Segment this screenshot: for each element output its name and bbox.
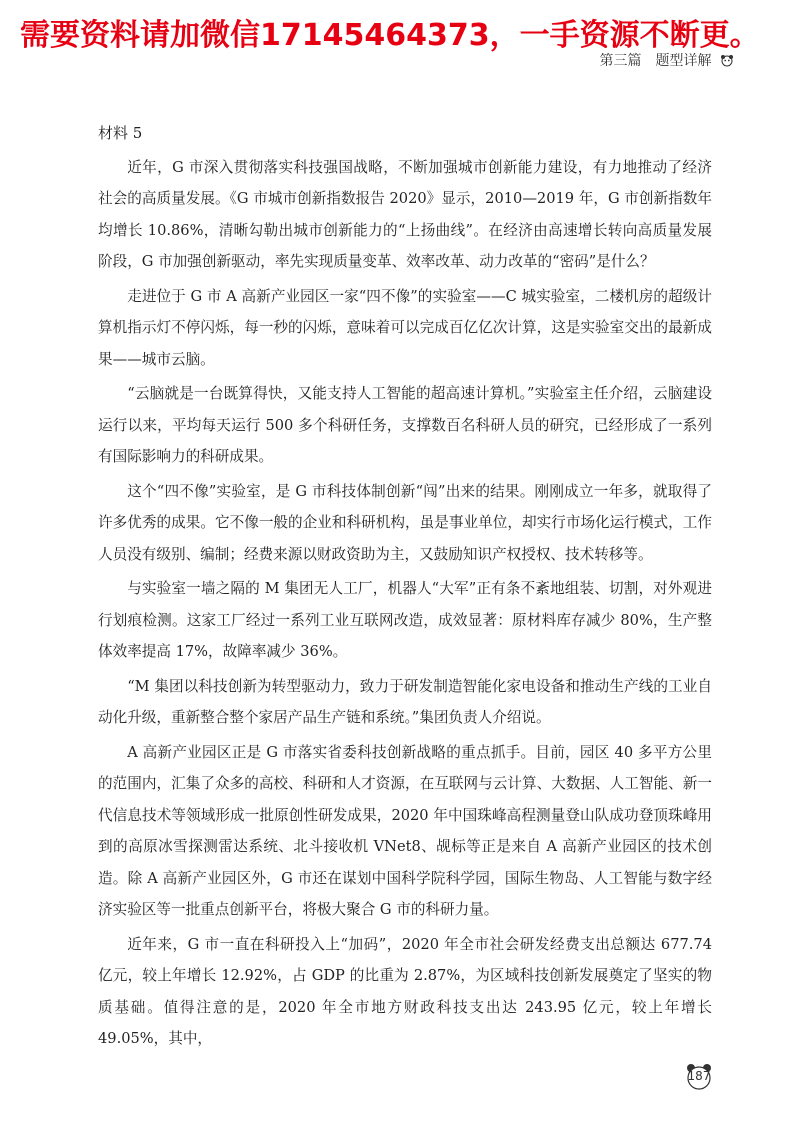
paragraph: “M 集团以科技创新为转型驱动力，致力于研发制造智能化家电设备和推动生产线的工业自动化升级，重新整合整个家居产品生产链和系统。”集团负责人介绍说。	[98, 677, 712, 726]
section-title: 材料 5	[98, 124, 143, 142]
watermark-banner: 需要资料请加微信17145464373，一手资源不断更。	[20, 18, 760, 53]
paragraph: 与实验室一墙之隔的 M 集团无人工厂，机器人“大军”正有条不紊地组装、切割，对外观进行划痕检测。这家工厂经过一系列工业互联网改造，成效显著：原材料库存减少 80%，生产整体效率提高 17%，故障率减少 36%。	[98, 580, 712, 660]
paragraph: 近年，G 市深入贯彻落实科技强国战略，不断加强城市创新能力建设，有力地推动了经济社会的高质量发展。《G 市城市创新指数报告 2020》显示，2010—2019 年，G 市创新指数年均增长 10.86%，清晰勾勒出城市创新能力的“上扬曲线”。在经济由高速增长转向高质量发展阶段，G 市加强创新驱动，率先实现质量变革、效率改革、动力改革的“密码”是什么？	[98, 158, 712, 270]
paragraph: “云脑就是一台既算得快，又能支持人工智能的超高速计算机。”实验室主任介绍，云脑建设运行以来，平均每天运行 500 多个科研任务，支撑数百名科研人员的研究，已经形成了一系列有国际影响力的科研成果。	[98, 385, 712, 465]
running-header	[600, 50, 734, 70]
paragraph: 近年来，G 市一直在科研投入上“加码”，2020 年全市社会研发经费支出总额达 677.74 亿元，较上年增长 12.92%，占 GDP 的比重为 2.87%，为区域科技创新发展奠定了坚实的物质基础。值得注意的是，2020 年全市地方财政科技支出达 243.95 亿元，较上年增长 49.05%，其中，	[98, 935, 712, 1047]
paragraph: A 高新产业园区正是 G 市落实省委科技创新战略的重点抓手。目前，园区 40 多平方公里的范围内，汇集了众多的高校、科研和人才资源，在互联网与云计算、大数据、人工智能、新一代信息技术等领域形成一批原创性研发成果，2020 年中国珠峰高程测量登山队成功登顶珠峰用到的高原冰雪探测雷达系统、北斗接收机 VNet8、觇标等正是来自 A 高新产业园区的技术创造。除 A 高新产业园区外，G 市还在谋划中国科学院科学园，国际生物岛、人工智能与数字经济实验区等一批重点创新平台，将极大聚合 G 市的科研力量。	[98, 743, 712, 918]
panda-icon	[720, 53, 734, 67]
paragraph: 走进位于 G 市 A 高新产业园区一家“四不像”的实验室——C 城实验室，二楼机房的超级计算机指示灯不停闪烁，每一秒的闪烁，意味着可以完成百亿亿次计算，这是实验室交出的最新成果——城市云脑。	[98, 287, 712, 368]
header-title: 第三篇 题型详解	[599, 53, 712, 69]
page-number-badge	[684, 1061, 714, 1091]
paragraph: 这个“四不像”实验室，是 G 市科技体制创新“闯”出来的结果。刚刚成立一年多，就取得了许多优秀的成果。它不像一般的企业和科研机构，虽是事业单位，却实行市场化运行模式，工作人员没有级别、编制；经费来源以财政资助为主，又鼓励知识产权授权、技术转移等。	[98, 482, 712, 563]
page-number: 187	[687, 1069, 711, 1083]
page-body	[98, 118, 712, 1058]
